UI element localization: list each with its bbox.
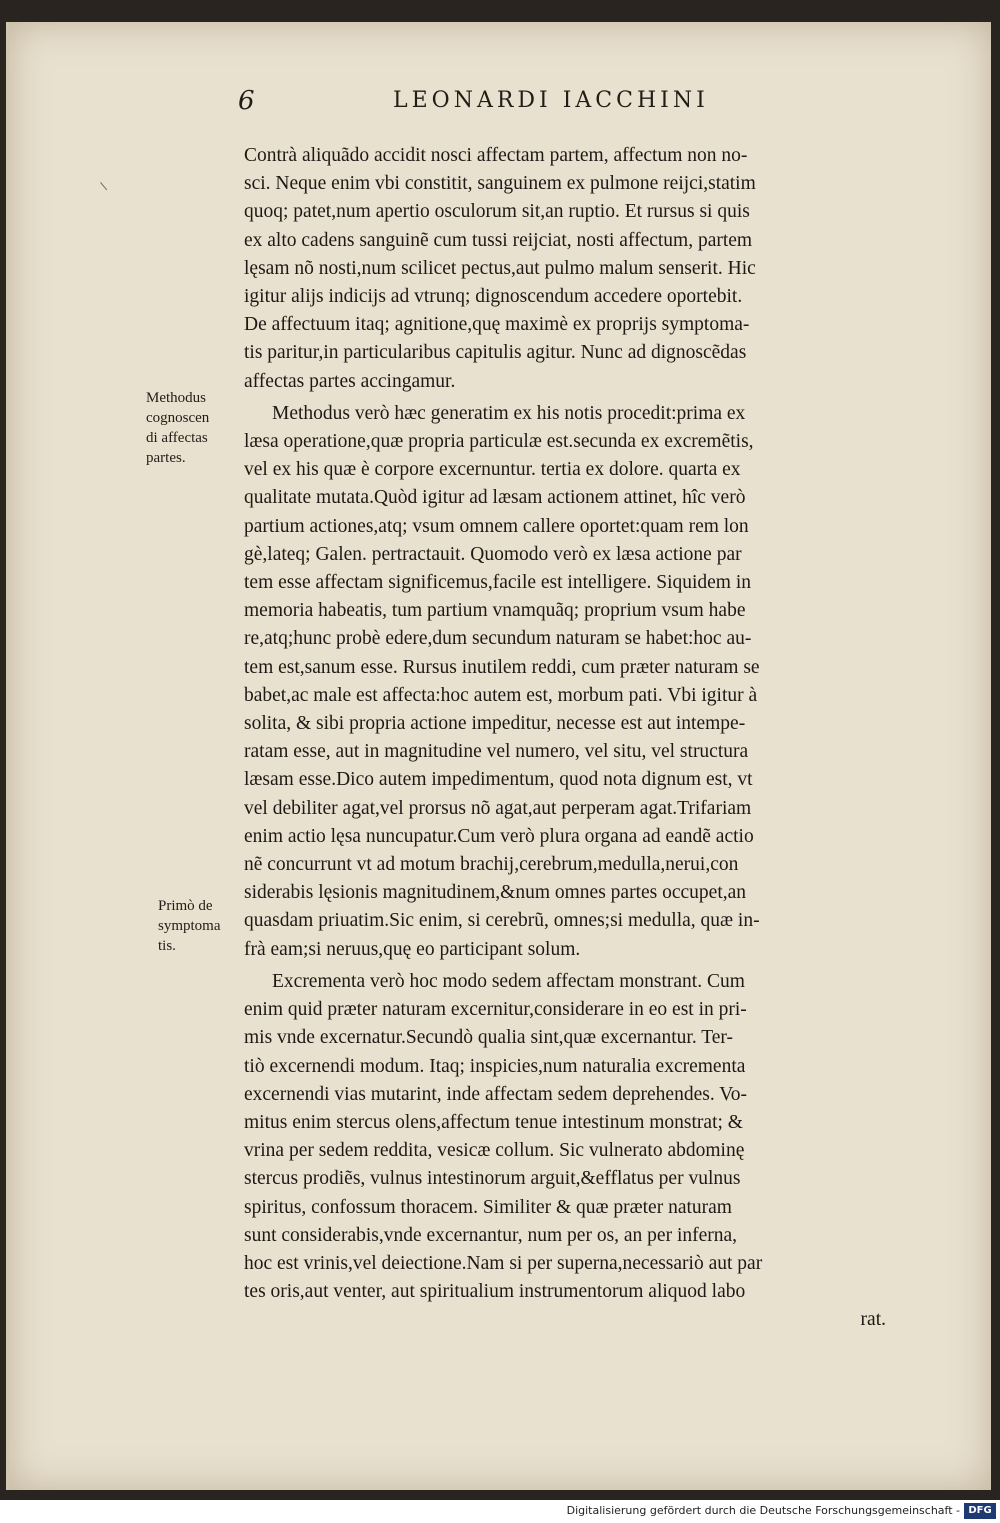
text-line: partium actiones,atq; vsum omnem callere oportet:quam rem lon [244, 515, 749, 537]
text-line: læsa operatione,quæ propria particulæ est.secunda ex excremẽtis, [244, 431, 754, 453]
text-line: sci. Neque enim vbi constitit, sanguinem ex pulmone reijci,statim [244, 173, 756, 195]
text-line: sunt considerabis,vnde excernantur, num per os, an per inferna, [244, 1224, 738, 1246]
text-line: quasdam priuatim.Sic enim, si cerebrũ, omnes;si medulla, quæ in- [244, 910, 760, 932]
text-line: Methodus verò hæc generatim ex his notis procedit:prima ex [272, 402, 746, 424]
text-line: tiò excernendi modum. Itaq; inspicies,num naturalia excrementa [244, 1055, 746, 1077]
text-line: tem est,sanum esse. Rursus inutilem reddi, cum præter naturam se [244, 656, 760, 678]
text-line: babet,ac male est affecta:hoc autem est, morbum pati. Vbi igitur à [244, 684, 758, 706]
margin-note-line: tis. [158, 938, 176, 954]
dfg-logo: DFG [964, 1503, 996, 1519]
text-line: De affectuum itaq; agnitione,quę maximè ex proprijs symptoma- [244, 314, 750, 336]
text-line: mitus enim stercus olens,affectum tenue intestinum monstrat; & [244, 1111, 743, 1133]
text-line: læsam esse.Dico autem impedimentum, quod nota dignum est, vt [244, 769, 753, 791]
text-line: ratam esse, aut in magnitudine vel numero, vel situ, vel structura [244, 741, 749, 763]
text-line: siderabis lęsionis magnitudinem,&num omnes partes occupet,an [244, 882, 747, 904]
main-text [244, 142, 894, 1335]
text-line: solita, & sibi propria actione impeditur, necesse est aut intempe- [244, 713, 746, 735]
running-head: LEONARDI IACCHINI [393, 88, 709, 113]
catchword: rat. [860, 1309, 886, 1331]
text-line: hoc est vrinis,vel deiectione.Nam si per superna,necessariò aut par [244, 1252, 763, 1274]
margin-note-line: Primò de [158, 898, 213, 914]
text-line: tes oris,aut venter, aut spiritualium instrumentorum aliquod labo [244, 1281, 746, 1303]
text-line: frà eam;si neruus,quę eo participant solum. [244, 938, 581, 960]
text-line: re,atq;hunc probè edere,dum secundum naturam se habet:hoc au- [244, 628, 752, 650]
text-line: stercus prodiẽs, vulnus intestinorum arguit,&efflatus per vulnus [244, 1168, 741, 1190]
footer-bar [0, 1500, 1000, 1523]
text-line: Excrementa verò hoc modo sedem affectam monstrant. Cum [272, 970, 745, 992]
text-line: vel ex his quæ è corpore excernuntur. tertia ex dolore. quarta ex [244, 459, 741, 481]
text-line: qualitate mutata.Quòd igitur ad læsam actionem attinet, hîc verò [244, 487, 746, 509]
margin-note-line: Methodus [146, 390, 206, 406]
margin-note-line: cognoscen [146, 410, 210, 426]
text-line: tem esse affectam significemus,facile est intelligere. Siquidem in [244, 572, 752, 594]
text-line: mis vnde excernatur.Secundò qualia sint,quæ excernantur. Ter- [244, 1027, 734, 1049]
text-line: memoria habeatis, tum partium vnamquãq; proprium vsum habe [244, 600, 746, 622]
text-line: tis paritur,in particularibus capitulis agitur. Nunc ad dignoscẽdas [244, 342, 747, 364]
text-line: ex alto cadens sanguinẽ cum tussi reijciat, nosti affectum, partem [244, 229, 753, 251]
text-line: excernendi vias mutarint, inde affectam sedem deprehendes. Vo- [244, 1083, 748, 1105]
text-line: quoq; patet,num apertio osculorum sit,an ruptio. Et rursus si quis [244, 201, 750, 223]
text-line: lęsam nõ nosti,num scilicet pectus,aut pulmo malum senserit. Hic [244, 257, 756, 279]
text-line: gè,lateq; Galen. pertractauit. Quomodo verò ex læsa actione par [244, 543, 742, 565]
text-line: igitur alijs indicijs ad vtrunq; dignoscendum accedere oportebit. [244, 286, 743, 308]
margin-note-primo [158, 896, 221, 956]
text-line: Contrà aliquãdo accidit nosci affectam partem, affectum non no- [244, 145, 748, 166]
text-line: spiritus, confossum thoracem. Similiter & quæ præter naturam [244, 1196, 732, 1218]
text-line: enim actio lęsa nuncupatur.Cum verò plura organa ad eandẽ actio [244, 825, 754, 847]
funding-credit: Digitalisierung gefördert durch die Deutsche Forschungsgemeinschaft - [566, 1504, 960, 1517]
text-line: enim quid præter naturam excernitur,considerare in eo est in pri- [244, 999, 747, 1021]
margin-note-line: partes. [146, 450, 186, 466]
margin-note-line: di affectas [146, 430, 208, 446]
text-line: nẽ concurrunt vt ad motum brachij,cerebrum,medulla,nerui,con [244, 854, 739, 876]
text-line: vrina per sedem reddita, vesicæ collum. Sic vulnerato abdominę [244, 1140, 745, 1162]
page-number: 6 [238, 86, 255, 116]
margin-note-methodus [146, 388, 209, 468]
margin-note-line: symptoma [158, 918, 221, 934]
text-line: vel debiliter agat,vel prorsus nõ agat,aut perperam agat.Trifariam [244, 797, 752, 819]
page-header [238, 82, 888, 122]
text-line: affectas partes accingamur. [244, 370, 456, 392]
